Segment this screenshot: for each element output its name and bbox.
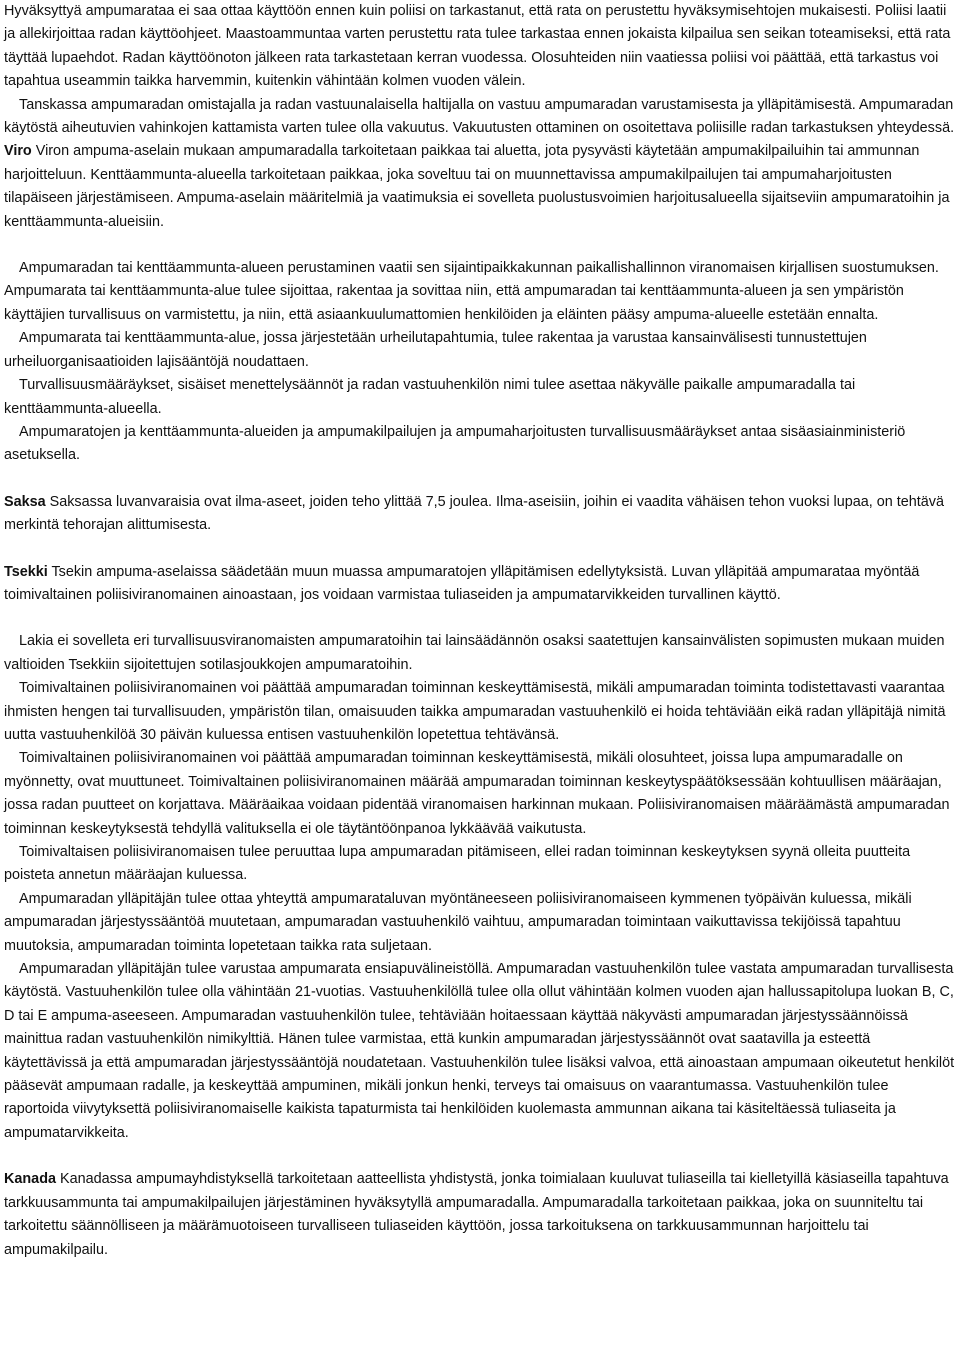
estonia-paragraph-4: Turvallisuusmääräykset, sisäiset menettelysäännöt ja radan vastuuhenkilön nimi tulee asettaa näkyvälle paikalle ampumaradalla tai kenttäammunta-alueella. <box>4 377 856 417</box>
section-gap <box>4 234 956 257</box>
czech-paragraph-4: Toimivaltainen poliisiviranomainen voi päättää ampumaradan toiminnan keskeyttämisestä, mikäli olosuhteet, joissa lupa ampumaradalle on myönnetty, ovat muuttuneet. Toimivaltainen poliisiviranomainen määrää ampumaradan toiminnan keskeytyspäätöksessään kohtuullisen määräajan, jossa radan puutteet on korjattava. Määräaikaa voidaan pidentää viranomaisen harkinnan mukaan. Poliisiviranomaisen määräämästä ampumaradan toiminnan keskeytyksestä tehdyllä valituksella ei ole täytäntöönpanoa lykkäävää vaikutusta. <box>4 750 950 837</box>
estonia-heading: Viro <box>4 143 32 160</box>
czech-paragraph-5: Toimivaltaisen poliisiviranomaisen tulee peruuttaa lupa ampumaradan pitämiseen, ellei radan toiminnan keskeytyksen syynä olleita puutteita poisteta annetun määräajan kuluessa. <box>4 844 911 884</box>
estonia-paragraph: Viron ampuma-aselain mukaan ampumaradalla tarkoitetaan paikkaa tai aluetta, jota pysyvästi käytetään ampumakilpailuihin tai ammunnan harjoitteluun. Kenttäammunta-alueella tarkoitetaan paikkaa, joka soveltuu tai on muunnettavissa ampumakilpailujen tai ampumaharjoitusten tilapäiseen järjestämiseen. Ampuma-aselain määritelmiä ja vaatimuksia ei sovelleta puolustusvoimien harjoitusalueella sijaitseviin ampumaratoihin ja kenttäammunta-alueisiin. <box>4 143 950 230</box>
czech-section <box>4 561 956 608</box>
czech-heading: Tsekki <box>4 563 48 580</box>
estonia-section <box>4 140 956 234</box>
germany-heading: Saksa <box>4 493 46 510</box>
czech-paragraph-2: Lakia ei sovelleta eri turvallisuusviranomaisten ampumaratoihin tai lainsäädännön osaksi saatettujen kansainvälisten sopimusten mukaan muiden valtioiden Tsekkiin sijoitettujen sotilasjoukkojen ampumaratoihin. <box>4 633 945 673</box>
czech-paragraph: Tsekin ampuma-aselaissa säädetään muun muassa ampumaratojen ylläpitämisen edellytyksistä. Luvan ylläpitää ampumarataa myöntää toimivaltainen poliisiviranomainen ainoastaan, jos voidaan varmistaa tuliaseiden ja ampumatarvikkeiden turvallinen käyttö. <box>4 563 920 603</box>
germany-section <box>4 491 956 538</box>
estonia-paragraph-3: Ampumarata tai kenttäammunta-alue, jossa järjestetään urheilutapahtumia, tulee rakentaa ja varustaa kansainvälisesti tunnustettujen urheiluorganisaatioiden lajisääntöjä noudattaen. <box>4 330 867 370</box>
germany-paragraph: Saksassa luvanvaraisia ovat ilma-aseet, joiden teho ylittää 7,5 joulea. Ilma-aseisiin, joihin ei vaadita vähäisen tehon vuoksi lupaa, on tehtävä merkintä tehorajan alittumisesta. <box>4 493 944 534</box>
section-gap <box>4 607 956 630</box>
section-gap <box>4 1145 956 1168</box>
section-gap <box>4 468 956 491</box>
estonia-paragraph-5: Ampumaratojen ja kenttäammunta-alueiden ja ampumakilpailujen ja ampumaharjoitusten turvallisuusmääräykset antaa sisäasiainministeriö asetuksella. <box>4 423 906 464</box>
canada-section <box>4 1168 956 1262</box>
czech-paragraph-6: Ampumaradan ylläpitäjän tulee ottaa yhteyttä ampumarataluvan myöntäneeseen poliisiviranomaiseen kymmenen työpäivän kuluessa, mikäli ampumaradan järjestyssääntöä muutetaan, ampumaradan vastuuhenkilö vaihtuu, ampumaradan toimintaan vaikuttavissa tekijöissä tapahtuu muutoksia, ampumaradan toiminta lopetetaan taikka rata suljetaan. <box>4 890 912 954</box>
czech-paragraph-7: Ampumaradan ylläpitäjän tulee varustaa ampumarata ensiapuvälineistöllä. Ampumaradan vastuuhenkilön tulee vastata ampumaradan turvallisesta käytöstä. Vastuuhenkilön tulee olla vähintään 21-vuotias. Vastuuhenkilöllä tulee olla ollut vähintään kolmen vuoden ajan hallussapitolupa luokan B, C, D tai E ampuma-aseeseen. Ampumaradan vastuuhenkilön tulee, tehtäviään hoitaessaan käyttää näkyvästi ampumaradan järjestyssäännöissä mainittua radan vastuuhenkilön nimikylttiä. Hänen tulee varmistaa, että kunkin ampumaradan järjestyssäännöt ovat saatavilla ja esteettä käytettävissä ja että ampumaradan järjestyssääntöjä noudatetaan. Vastuuhenkilön tulee lisäksi valvoa, että ainoastaan ampumaan oikeutetut henkilöt pääsevät ampumaan radalle, ja keskeyttää ampuminen, mikäli jonkun henki, terveys tai omaisuus on vaarantumassa. Vastuuhenkilön tulee raportoida viivytyksettä poliisiviranomaiselle kaikista tapaturmista tai henkilöiden kuolemasta ammunnan aikana tai käsiteltäessä tuliaseita ja ampumatarvikkeita. <box>4 961 955 1141</box>
denmark-paragraph: Tanskassa ampumaradan omistajalla ja radan vastuunalaisella haltijalla on vastuu ampumaradan varustamisesta ja ylläpitämisestä. Ampumaradan käytöstä aiheutuvien vahinkojen kattamista varten tulee olla vakuutus. Vakuutusten ottaminen on osoitettava poliisille radan tarkastuksen yhteydessä. <box>4 96 955 137</box>
section-gap <box>4 538 956 561</box>
estonia-paragraph-2: Ampumaradan tai kenttäammunta-alueen perustaminen vaatii sen sijaintipaikkakunnan paikallishallinnon viranomaisen kirjallisen suostumuksen. Ampumarata tai kenttäammunta-alue tulee sijoittaa, rakentaa ja sovittaa niin, että ampumaradan tai kenttäammunta-alueen ja sen ympäristön käyttäjien turvallisuus on varmistettu, ja niin, että asiaankuulumattomien henkilöiden ja eläinten pääsy ampuma-alueelle estetään ennalta. <box>4 260 939 323</box>
canada-heading: Kanada <box>4 1171 56 1188</box>
canada-paragraph: Kanadassa ampumayhdistyksellä tarkoitetaan aatteellista yhdistystä, jonka toimialaan kuuluvat tuliaseilla tai kielletyillä käsiaseilla tapahtuva tarkkuusammunta tai ampumakilpailujen järjestäminen hyväksytyllä ampumaradalla. Ampumaradalla tarkoitetaan paikkaa, joka on suunniteltu tai tarkoitettu säännölliseen ja määrämuotoiseen turvalliseen tuliaseiden käyttöön, jossa tarkoituksena on tarkkuusammunnan harjoittelu tai ampumakilpailu. <box>4 1171 949 1258</box>
finland-tail-paragraph: Hyväksyttyä ampumarataa ei saa ottaa käyttöön ennen kuin poliisi on tarkastanut, että rata on perustettu hyväksymisehtojen mukaisesti. Poliisi laatii ja allekirjoittaa radan käyttöohjeet. Maastoammuntaa varten perustettu rata tulee tarkastaa ennen jokaista kilpailua sen seikan toteamiseksi, että rata täyttää lupaehdot. Radan käyttöönoton jälkeen rata tarkastetaan kerran vuodessa. Olosuhteiden niin vaatiessa poliisi voi päättää, että tarkastus voi tapahtua useammin taikka harvemmin, kuitenkin vähintään kolmen vuoden välein. <box>4 3 951 90</box>
czech-paragraph-3: Toimivaltainen poliisiviranomainen voi päättää ampumaradan toiminnan keskeyttämisestä, mikäli ampumaradan toiminta todistettavasti vaarantaa ihmisten hengen tai turvallisuuden, ympäristön tilan, omaisuuden taikka ampumaradan vastuuhenkilö ei hoida tehtäviään eikä radan ylläpitäjä nimitä uutta vastuuhenkilöä 30 päivän kuluessa entisen vastuuhenkilön lopetettua tehtävänsä. <box>4 680 946 743</box>
